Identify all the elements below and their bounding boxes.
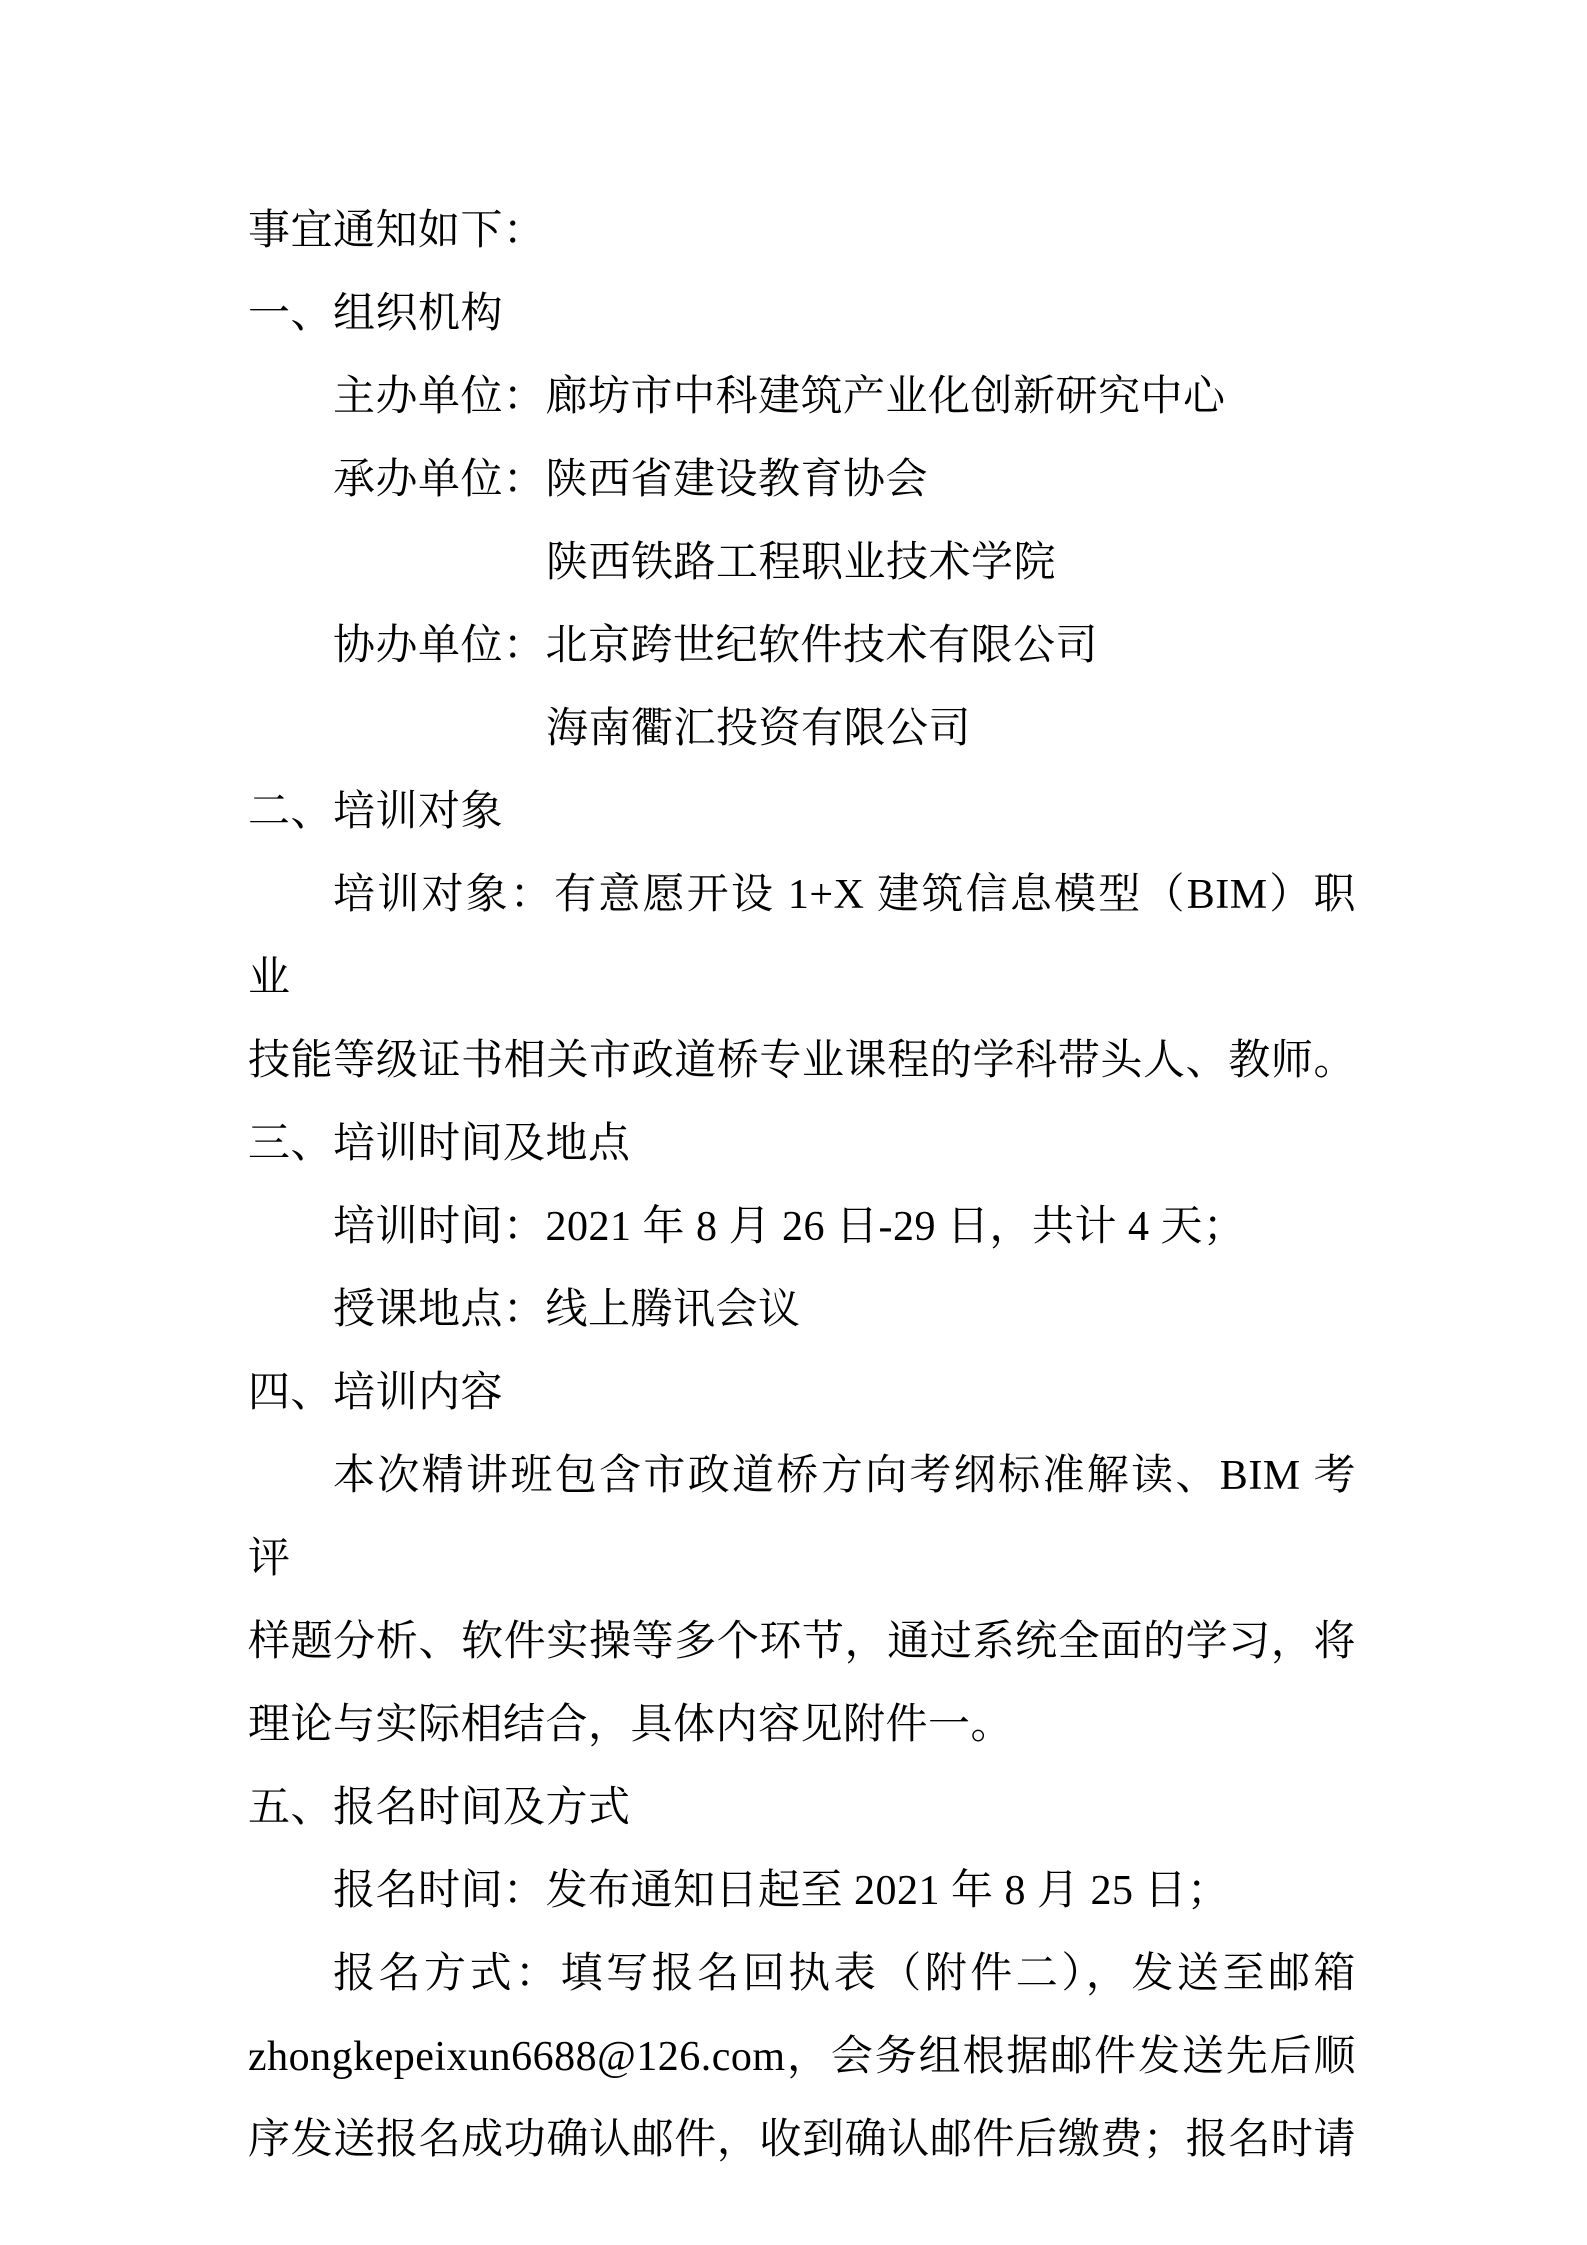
doc-heading-section-2: 二、培训对象 <box>248 789 504 835</box>
doc-line-intro: 事宜通知如下： <box>248 208 546 254</box>
doc-line-signup-method-3: 序发送报名成功确认邮件，收到确认邮件后缴费；报名时请 <box>248 2117 1356 2163</box>
document-body <box>248 190 1356 2182</box>
doc-line-organizer-unit: 承办单位：陕西省建设教育协会 <box>333 457 929 503</box>
doc-heading-section-3: 三、培训时间及地点 <box>248 1121 631 1167</box>
doc-line-trainees-2: 技能等级证书相关市政道桥专业课程的学科带头人、教师。 <box>248 1038 1356 1084</box>
doc-line-content-3: 理论与实际相结合，具体内容见附件一。 <box>248 1702 1014 1748</box>
doc-line-training-time: 培训时间：2021 年 8 月 26 日-29 日，共计 4 天； <box>333 1204 1246 1250</box>
doc-line-training-location: 授课地点：线上腾讯会议 <box>333 1287 801 1333</box>
doc-line-signup-method-email: zhongkepeixun6688@126.com，会务组根据邮件发送先后顺 <box>248 2034 1356 2080</box>
doc-line-signup-method-1: 报名方式：填写报名回执表（附件二），发送至邮箱 <box>333 1951 1356 1997</box>
doc-line-co-organizer-unit-2: 海南衢汇投资有限公司 <box>546 706 972 752</box>
doc-heading-section-5: 五、报名时间及方式 <box>248 1785 631 1831</box>
doc-line-signup-time: 报名时间：发布通知日起至 2021 年 8 月 25 日； <box>333 1868 1230 1914</box>
doc-heading-section-1: 一、组织机构 <box>248 291 504 337</box>
doc-line-host-unit: 主办单位：廊坊市中科建筑产业化创新研究中心 <box>333 374 1226 420</box>
doc-line-organizer-unit-2: 陕西铁路工程职业技术学院 <box>546 540 1057 586</box>
doc-line-content-2: 样题分析、软件实操等多个环节，通过系统全面的学习，将 <box>248 1619 1356 1665</box>
doc-line-trainees-1: 培训对象：有意愿开设 1+X 建筑信息模型（BIM）职业 <box>248 872 1356 1001</box>
doc-line-content-1: 本次精讲班包含市政道桥方向考纲标准解读、BIM 考评 <box>248 1453 1356 1582</box>
doc-line-co-organizer-unit: 协办单位：北京跨世纪软件技术有限公司 <box>333 623 1099 669</box>
doc-heading-section-4: 四、培训内容 <box>248 1370 504 1416</box>
